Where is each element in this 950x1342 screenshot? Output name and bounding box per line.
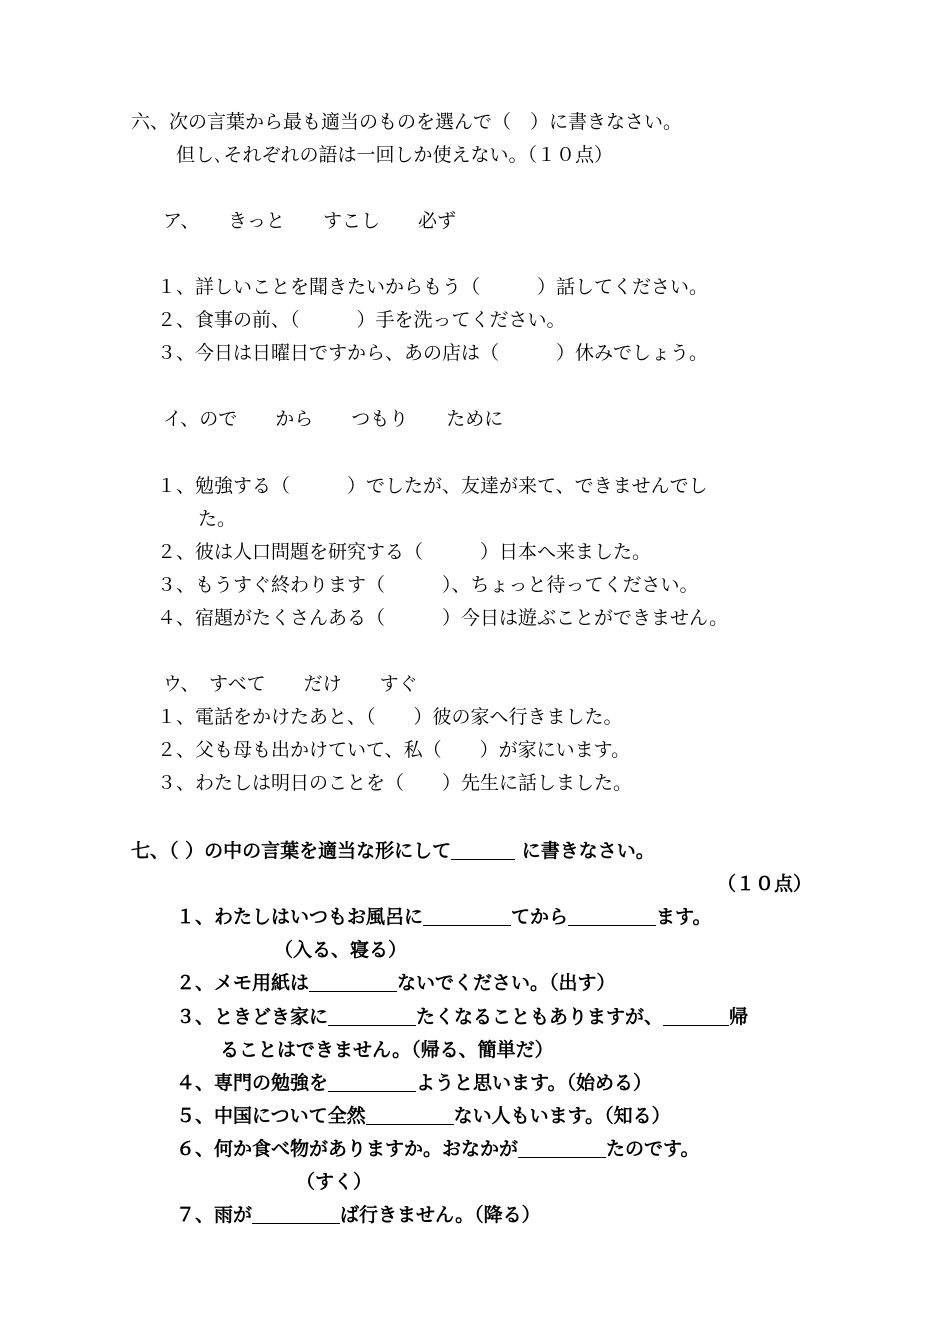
word-bank-a: ア、 きっと すこし 必ず <box>163 210 456 232</box>
question-7-6: ６、何か食べ物がありますか。おなかが たのです。 <box>176 1138 700 1160</box>
question-u3: ３、わたしは明日のことを（ ）先生に話しました。 <box>157 772 633 794</box>
answer-blank-4[interactable] <box>328 1071 416 1092</box>
question-7-3-continued: ることはできません。（帰る、簡単だ） <box>220 1039 554 1061</box>
question-7-4: ４、専門の勉強を ようと思います。（始める） <box>176 1072 652 1094</box>
answer-blank-7[interactable] <box>252 1203 340 1224</box>
question-7-6-hint: （すく） <box>296 1171 373 1193</box>
answer-blank-6[interactable] <box>518 1137 606 1158</box>
answer-blank-3b[interactable] <box>663 1005 729 1026</box>
question-i2: ２、彼は人口問題を研究する（ ）日本へ来ました。 <box>157 541 652 563</box>
question-7-5: ５、中国について全然 ない人もいます。（知る） <box>176 1105 671 1127</box>
answer-blank-1a[interactable] <box>423 905 511 926</box>
question-i4: ４、宿題がたくさんある（ ）今日は遊ぶことができません。 <box>157 607 729 629</box>
question-i1: １、勉強する（ ）でしたが、友達が来て、できませんでし <box>157 475 708 497</box>
question-7-1: １、わたしはいつもお風呂に てから ます。 <box>176 906 712 928</box>
word-bank-u: ウ、 すべて だけ すぐ <box>163 673 418 695</box>
answer-blank-5[interactable] <box>366 1104 454 1125</box>
question-a3: ３、今日は日曜日ですから、あの店は（ ）休みでしょう。 <box>157 342 709 364</box>
question-u1: １、電話をかけたあと、（ ）彼の家へ行きました。 <box>157 706 623 728</box>
question-a2: ２、食事の前、（ ）手を洗ってください。 <box>157 309 566 331</box>
word-bank-i: イ、ので から つもり ために <box>163 408 504 430</box>
question-i1-continued: た。 <box>198 508 237 530</box>
section-6-heading: 六、次の言葉から最も適当のものを選んで（ ）に書きなさい。 <box>131 111 683 133</box>
question-u2: ２、父も母も出かけていて、私（ ）が家にいます。 <box>157 739 631 761</box>
question-i3: ３、もうすぐ終わります（ ）、ちょっと待ってください。 <box>157 574 699 596</box>
section-6-note: 但し､それぞれの語は一回しか使えない。（１０点） <box>176 144 614 166</box>
answer-blank-2[interactable] <box>309 971 397 992</box>
answer-blank-example <box>451 839 515 860</box>
answer-blank-1b[interactable] <box>568 905 656 926</box>
section-7-heading: 七、（ ）の中の言葉を適当な形にして に書きなさい。 <box>131 840 655 862</box>
question-7-7: ７、雨が ば行きません。（降る） <box>176 1204 541 1226</box>
question-a1: １、詳しいことを聞きたいからもう（ ）話してください。 <box>157 276 709 298</box>
question-7-2: ２、メモ用紙は ないでください。（出す） <box>176 972 616 994</box>
question-7-1-hint: （入る、寝る） <box>274 939 408 961</box>
question-7-3: ３、ときどき家に たくなることもありますが、 帰 <box>176 1006 749 1028</box>
answer-blank-3a[interactable] <box>328 1005 416 1026</box>
section-7-points: （１０点） <box>717 873 813 895</box>
